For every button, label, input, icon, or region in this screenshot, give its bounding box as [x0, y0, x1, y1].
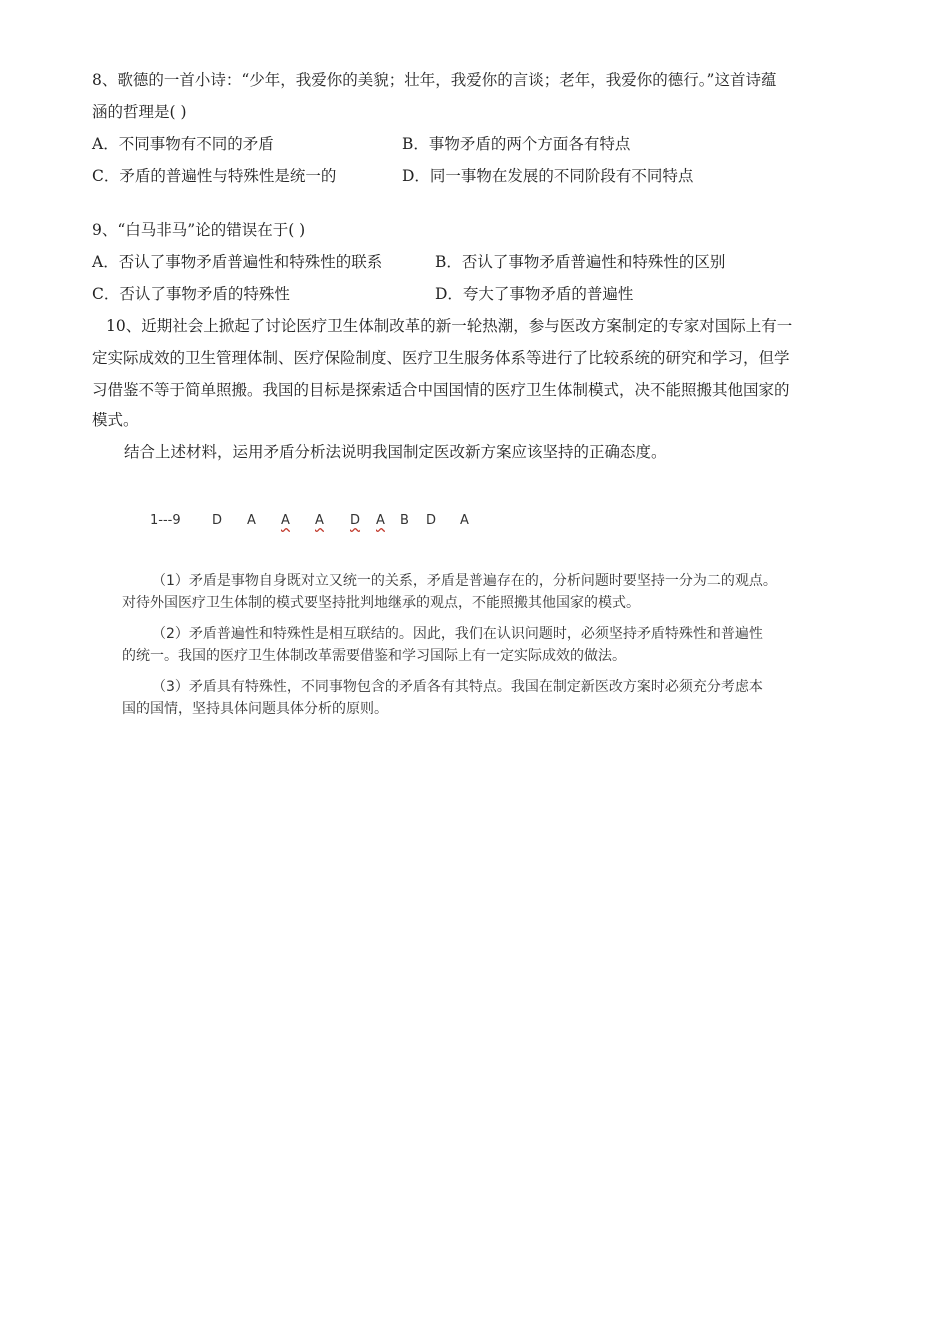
answer-range-label: 1---9	[150, 513, 181, 528]
answer-key-5: D	[350, 513, 361, 528]
answer-key-3: A	[281, 513, 290, 528]
q8-option-b: B．事物矛盾的两个方面各有特点	[402, 135, 631, 153]
answer-key-9: A	[460, 513, 469, 528]
answer-key-1: D	[212, 513, 223, 528]
q8-option-d: D．同一事物在发展的不同阶段有不同特点	[402, 167, 694, 185]
answer-point-1-line2: 对待外国医疗卫生体制的模式要坚持批判地继承的观点，不能照搬其他国家的模式。	[122, 595, 640, 611]
q9-option-c: C．否认了事物矛盾的特殊性	[92, 285, 290, 303]
q10-material-line1: 10、近期社会上掀起了讨论医疗卫生体制改革的新一轮热潮，参与医改方案制定的专家对国际上有一	[106, 317, 793, 335]
answer-key-4: A	[315, 513, 324, 528]
q8-stem-line1: 8、歌德的一首小诗：“少年，我爱你的美貌；壮年，我爱你的言谈；老年，我爱你的德行。”这首诗蕴	[92, 71, 777, 89]
q10-material-line4: 模式。	[92, 411, 139, 429]
answer-key-7: B	[400, 513, 409, 528]
q9-option-b: B．否认了事物矛盾普遍性和特殊性的区别	[435, 253, 726, 271]
q8-option-c: C．矛盾的普遍性与特殊性是统一的	[92, 167, 337, 185]
answer-key-8: D	[426, 513, 437, 528]
q10-material-line3: 习借鉴不等于简单照搬。我国的目标是探索适合中国国情的医疗卫生体制模式，决不能照搬其他国家的	[92, 381, 790, 399]
answer-key-2: A	[247, 513, 256, 528]
answer-point-2-line2: 的统一。我国的医疗卫生体制改革需要借鉴和学习国际上有一定实际成效的做法。	[122, 648, 626, 664]
q8-stem-line2: 涵的哲理是( )	[92, 103, 187, 121]
answer-point-3-line1: （3）矛盾具有特殊性，不同事物包含的矛盾各有其特点。我国在制定新医改方案时必须充分考虑本	[152, 679, 763, 695]
answer-point-3-line2: 国的国情，坚持具体问题具体分析的原则。	[122, 701, 388, 717]
q9-option-a: A．否认了事物矛盾普遍性和特殊性的联系	[92, 253, 383, 271]
q9-option-d: D．夸大了事物矛盾的普遍性	[435, 285, 634, 303]
answer-point-1-line1: （1）矛盾是事物自身既对立又统一的关系，矛盾是普遍存在的，分析问题时要坚持一分为二的观点。	[152, 573, 777, 589]
q9-stem: 9、“白马非马”论的错误在于( )	[92, 221, 306, 239]
q10-material-line2: 定实际成效的卫生管理体制、医疗保险制度、医疗卫生服务体系等进行了比较系统的研究和学习，但学	[92, 349, 790, 367]
answer-key-6: A	[376, 513, 385, 528]
answer-point-2-line1: （2）矛盾普遍性和特殊性是相互联结的。因此，我们在认识问题时，必须坚持矛盾特殊性和普遍性	[152, 626, 763, 642]
q10-task: 结合上述材料，运用矛盾分析法说明我国制定医改新方案应该坚持的正确态度。	[124, 443, 667, 461]
q8-option-a: A．不同事物有不同的矛盾	[92, 135, 274, 153]
